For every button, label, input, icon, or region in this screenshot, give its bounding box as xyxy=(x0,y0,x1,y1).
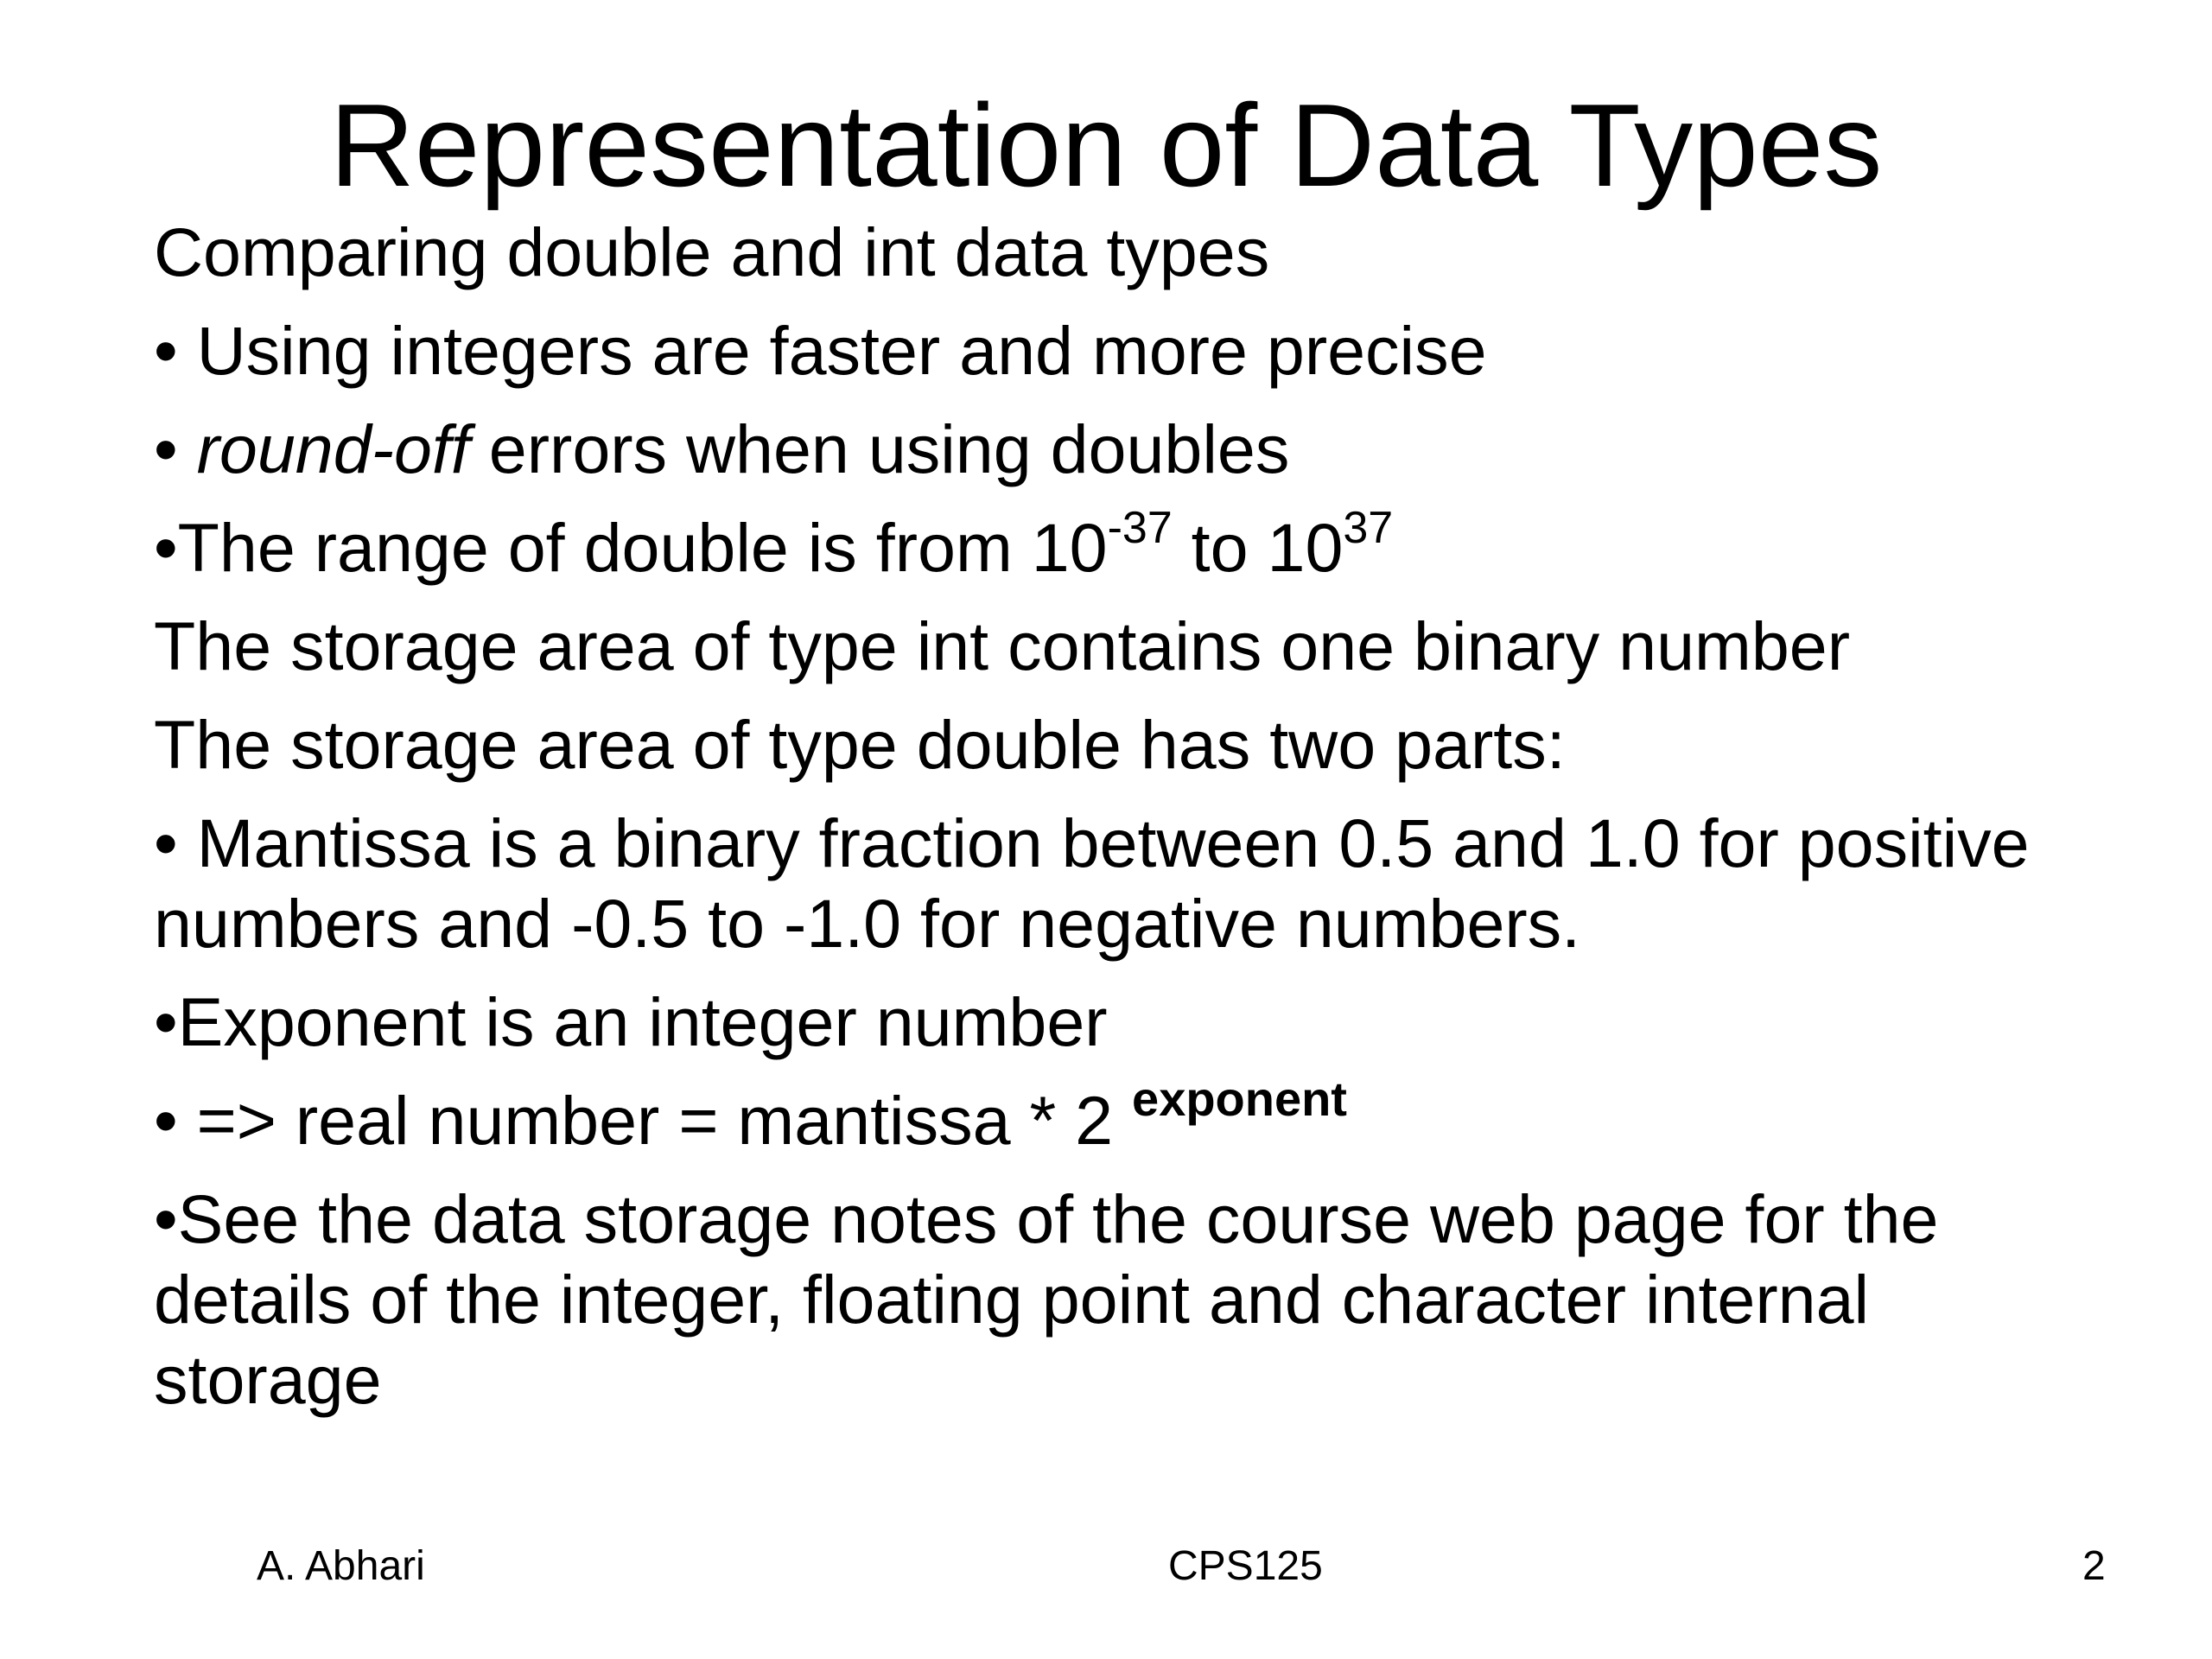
round-off-term: round-off xyxy=(196,410,470,487)
range-text-b: to 10 xyxy=(1172,509,1344,586)
formula-text: • => real number = mantissa * 2 xyxy=(154,1082,1133,1159)
formula-exponent: exponent xyxy=(1132,1071,1347,1126)
slide-title: Representation of Data Types xyxy=(329,79,1883,211)
line-int-storage: The storage area of type int contains one binary number xyxy=(154,607,1851,684)
range-text-a: •The range of double is from 10 xyxy=(154,509,1108,586)
slide-body xyxy=(154,212,2098,1438)
bullet-integers-faster: • Using integers are faster and more precise xyxy=(154,312,1487,389)
range-exponent-low: -37 xyxy=(1107,502,1173,553)
range-exponent-high: 37 xyxy=(1343,502,1394,553)
bullet-see-notes: •See the data storage notes of the course web page for the details of the integer, floating point and character internal storage xyxy=(154,1180,1939,1418)
bullet-real-number-formula xyxy=(154,1071,2098,1160)
bullet-exponent: •Exponent is an integer number xyxy=(154,983,1108,1060)
bullet-mantissa: • Mantissa is a binary fraction between 0.5 and 1.0 for positive numbers and -0.5 to -1.0 for negative numbers. xyxy=(154,804,2030,962)
line-double-storage: The storage area of type double has two parts: xyxy=(154,706,1566,783)
bullet-round-off-marker: • xyxy=(154,410,197,487)
bullet-round-off-text: errors when using doubles xyxy=(469,410,1290,487)
footer-page-number: 2 xyxy=(2082,1543,2106,1589)
bullet-round-off xyxy=(154,409,2098,489)
footer-course: CPS125 xyxy=(1168,1543,1323,1589)
line-comparing-heading: Comparing double and int data types xyxy=(154,213,1270,290)
bullet-double-range xyxy=(154,502,2098,588)
footer-author: A. Abhari xyxy=(257,1543,425,1589)
